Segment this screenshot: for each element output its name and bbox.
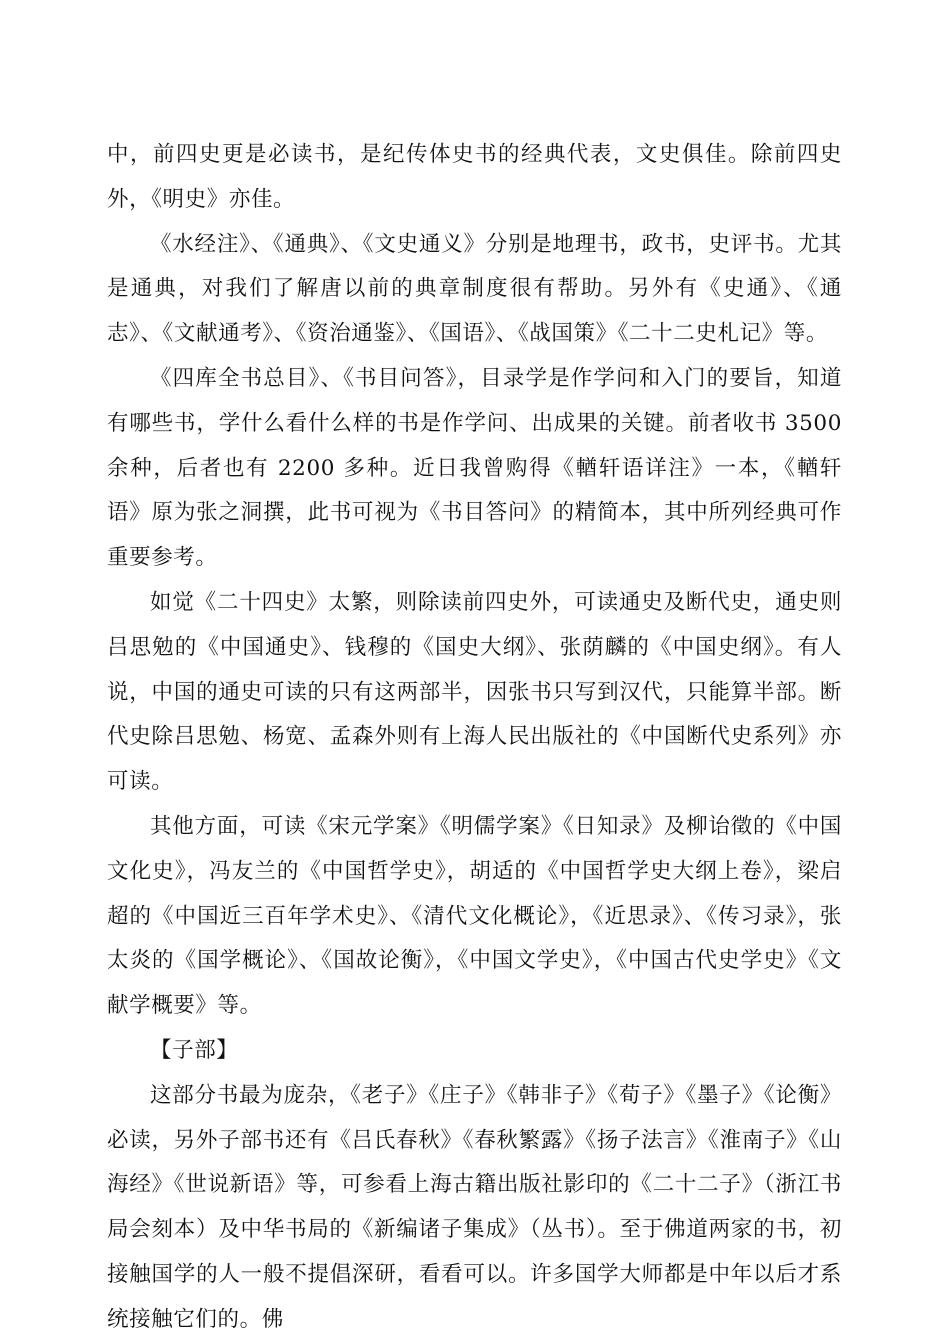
paragraph-1: 中，前四史更是必读书，是纪传体史书的经典代表，文史俱佳。除前四史外，《明史》亦佳。 xyxy=(107,142,842,212)
document-body xyxy=(107,133,842,1343)
paragraph-4: 如觉《二十四史》太繁，则除读前四史外，可读通史及断代史，通史则吕思勉的《中国通史》、钱穆的《国史大纲》、张荫麟的《中国史纲》。有人说，中国的通史可读的只有这两部半，因张书只写到汉代，只能算半部。断代史除吕思勉、杨宽、孟森外则有上海人民出版社的《中国断代史系列》亦可读。 xyxy=(107,589,842,795)
paragraph-3: 《四库全书总目》、《书目问答》，目录学是作学问和入门的要旨，知道有哪些书，学什么看什么样的书是作学问、出成果的关键。前者收书 3500 余种，后者也有 2200 多种。近日我曾购得《輶轩语详注》一本，《輶轩语》原为张之洞撰，此书可视为《书目答问》的精简本，其中所列经典可作重要参考。 xyxy=(107,365,842,571)
paragraph-2: 《水经注》、《通典》、《文史通义》分别是地理书，政书，史评书。尤其是通典，对我们了解唐以前的典章制度很有帮助。另外有《史通》、《通志》、《文献通考》、《资治通鉴》、《国语》、《战国策》《二十二史札记》等。 xyxy=(107,231,842,347)
paragraph-5: 其他方面，可读《宋元学案》《明儒学案》《日知录》及柳诒徵的《中国文化史》，冯友兰的《中国哲学史》，胡适的《中国哲学史大纲上卷》，梁启超的《中国近三百年学术史》、《清代文化概论》，《近思录》、《传习录》，张太炎的《国学概论》、《国故论衡》，《中国文学史》，《中国古代史学史》《文献学概要》等。 xyxy=(107,813,842,1019)
section-heading-zibu: 【子部】 xyxy=(150,1037,239,1063)
paragraph-6: 这部分书最为庞杂，《老子》《庄子》《韩非子》《荀子》《墨子》《论衡》必读，另外子部书还有《吕氏春秋》《春秋繁露》《扬子法言》《淮南子》《山海经》《世说新语》等，可参看上海古籍出版社影印的《二十二子》（浙江书局会刻本）及中华书局的《新编诸子集成》（丛书）。至于佛道两家的书，初接触国学的人一般不提倡深研，看看可以。许多国学大师都是中年以后才系统接触它们的。佛 xyxy=(107,1082,842,1332)
